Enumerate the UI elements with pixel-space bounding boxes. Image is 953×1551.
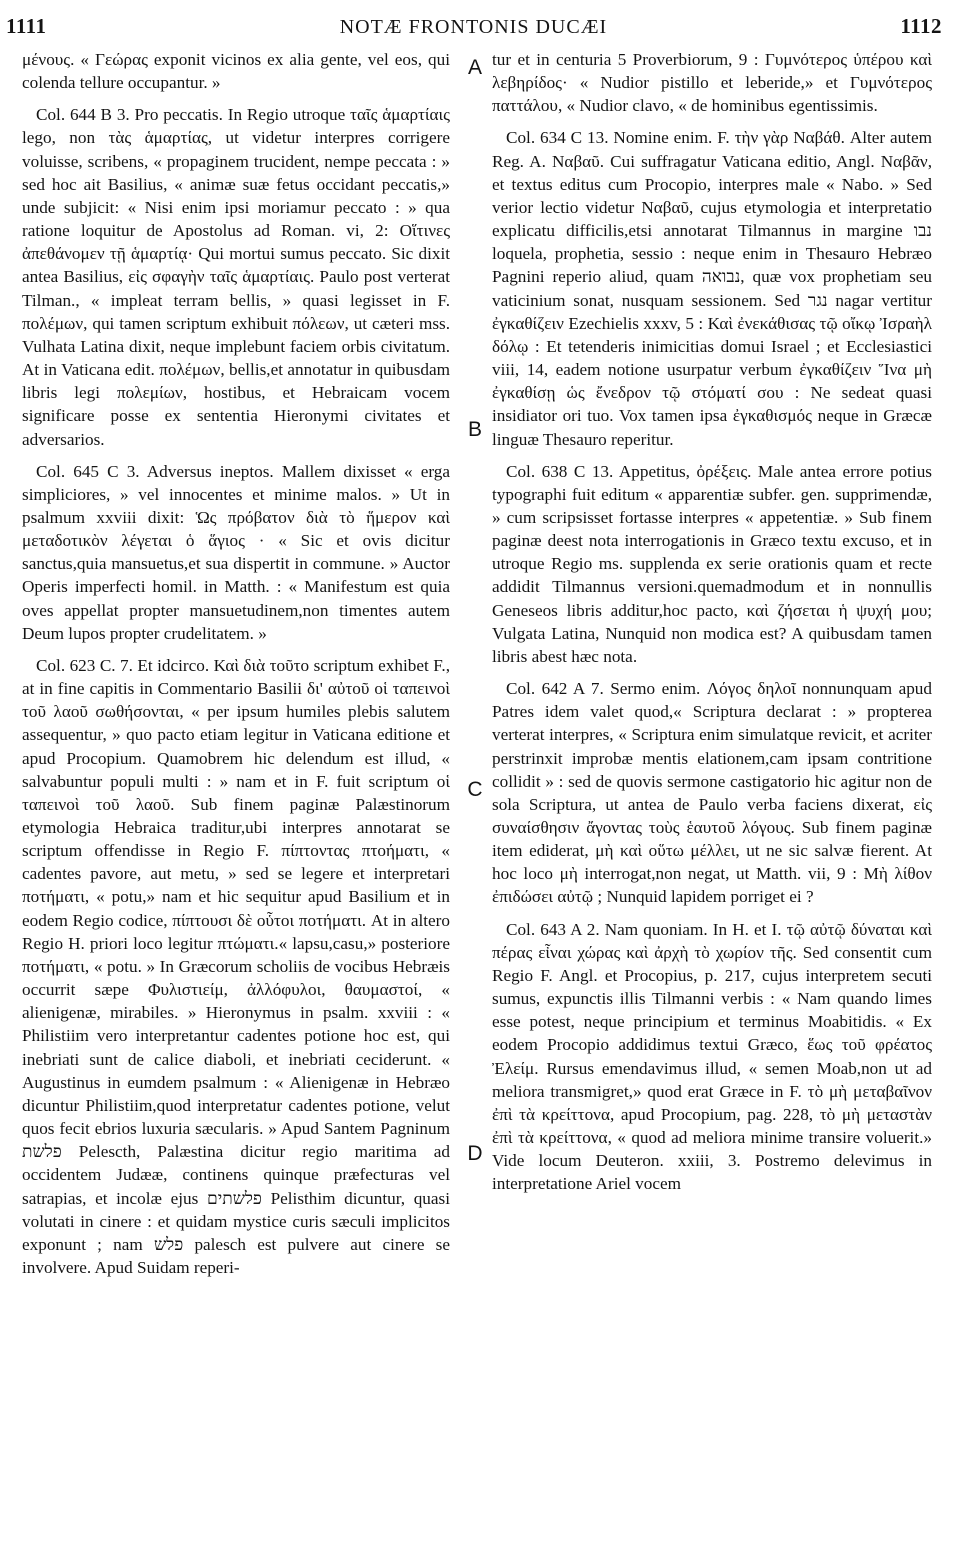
paragraph: Col. 645 C 3. Adversus ineptos. Mallem dixisset « erga simpliciores, » vel innocentes et minime malos. » Ut in psalmum xxviii dixit: Ὡς πρόβατον διὰ τὸ ἥμερον καὶ μεταδοτικὸν λέγεται ὁ ἅγιος · « Sic et ovis dicitur sanctus,quia mansuetus,et sua dispertit in commune. » Auctor Operis imperfecti homil. in Matth. : « Manifestum est quia oves appellat propter mansuetudinem,non timentes autem Deum lupos propter crudelitatem. »: [22, 461, 450, 643]
paragraph: Col. 623 C. 7. Et idcirco. Καὶ διὰ τοῦτο scriptum exhibet F., at in fine capitis in Commentario Basilii δι' αὐτοῦ οἱ ταπεινοὶ τοῦ λαοῦ σωθήσονται, « per ipsum humiles plebis salutem assequentur, » quo pacto etiam legitur in Vaticana editione et apud Procopium. Quamobrem hic delendum est illud, « salvabuntur populi multi : » nam et in F. fuit scriptum οἱ ταπεινοὶ τοῦ λαοῦ. Sub finem paginæ Palæstinorum etymologia Hebraica traditur,ubi interpres annotarat se scriptum offendisse in Regio F. πίπτοντας πτοήματι, « cadentes pavore, aut metu, » sed se legere et interpretari ποτήματι, « potu,» nam et hic sequitur apud Basilium et in eodem Regio codice, πίπτουσι δὲ οὗτοι ποτήματι. At in altero Regio H. priori loco legitur πτώματι.« lapsu,casu,» posteriore ποτήματι, « potu. » In Græcorum scholiis de vocibus Hebræis occurrit sæpe Φυλιστιείμ, ἀλλόφυλοι, θαυμαστοί, « alienigenæ, mirabiles. » Hieronymus in psalm. xxviii : « Philistiim vero interpretantur cadentes potione hoc est, qui inebriati sunt de calice diaboli, et inebriati ceciderunt. « Augustinus in eumdem psalmum : « Alienigenæ in Hebræo dicuntur Philistiim,quod interpretatur cadentes potione, velut quos fecit ebrios luxuria sæcularis. » Apud Santem Pagninum פלשת Pelescth, Palæstina dicitur regio maritima ad occidentem Judææ, continens quinque præfecturas vel satrapias, et incolæ ejus פלשתים Pelisthim dicuntur, quasi volutati in cinere : et quidam mystice curis sæculi implicitos exponunt ; nam פלש palesch est pulvere aut cinere se involvere. Apud Suidam reperi-: [22, 655, 450, 1277]
paragraph: Col. 643 A 2. Nam quoniam. In H. et I. τῷ αὐτῷ δύναται καὶ πέρας εἶναι χώρας καὶ ἀρχὴ τὸ χωρίον τῆς. Sed consentit cum Regio F. Angl. et Procopius, p. 217, cujus interpretem secuti sumus, expunctis illis Tilmanni verbis : « Nam quando limes esse potest, neque principium et terminus Moabitidis. « Ex eodem Procopio addidimus textui Græco, ἕως τοῦ φρέατος Ἐλείμ. Rursus emendavimus illud, « semen Moab,non ut ad meliora transmigret,» quod erat Græce in F. τὸ μὴ μεταβαῖνον ἐπὶ τὰ κρείττονα, apud Procopium, pag. 228, τὸ μὴ μεταστὰν ἐπὶ τὰ κρείττονα, « quod ad meliora minime transire voluerit.» Vide locum Deuteron. xxiii, 3. Postremo delevimus in interpretatione Ariel vocem: [492, 919, 932, 1194]
paragraph: μένους. « Γεώρας exponit vicinos ex alia gente, vel eos, qui colenda tellure occupantur. »: [22, 50, 450, 93]
margin-marker-d: D: [467, 1142, 483, 1165]
paragraph: Col. 634 C 13. Nomine enim. F. τὴν γὰρ Ναβάθ. Alter autem Reg. A. Ναβαῦ. Cui suffragatur Vaticana editio, Angl. Ναβᾶν, et textus editus cum Procopio, interpres male « Nabo. » Sed verior lectio videtur Ναβαῦ, cujus etymologia et interpretatio explicatu difficilis,etsi annotarat Tilmannus in margine נבו loquela, prophetia, sessio : neque enim in Thesauro Hebræo Pagnini reperio aliud, quam נבואה, quæ vox prophetiam seu vaticinium sonat, nusquam sessionem. Sed נגר nagar vertitur ἐγκαθίζειν Ezechielis xxxv, 5 : Καὶ ἐνεκάθισας τῷ οἴκῳ Ἰσραὴλ δόλῳ : Et tetenderis inimicitias domui Israel ; et Ecclesiastici viii, 14, eadem notione usurpatur verbum ἐγκαθίζειν Ἵνα μὴ ἐγκαθίσῃ ὡς ἔνεδρον τῷ στόματί σου : Ne sedeat quasi insidiator ori tuo. Vox tamen ipsa ἐγκαθισμός neque in Græcæ linguæ Thesauro reperitur.: [492, 128, 932, 449]
left-column: [22, 48, 450, 1279]
margin-marker-a: A: [467, 56, 482, 79]
page-number-left: 1111: [6, 14, 47, 38]
right-column: [492, 48, 932, 1196]
page-number-right: 1112: [900, 14, 942, 38]
running-title: NOTÆ FRONTONIS DUCÆI: [339, 16, 608, 38]
paragraph: Col. 644 B 3. Pro peccatis. In Regio utroque ταῖς ἁμαρτίαις lego, non τὰς ἁμαρτίας, ut videtur interpres corrigere voluisse, scribens, « propaginem trucident, nempe peccata : » sed hoc ait Basilius, « animæ suæ fetus occidant peccatis,» unde subjicit: « Nisi enim ipsi moriamur peccato : » qua ratione loquitur de Apostolus ad Roman. vi, 2: Οἵτινες ἀπεθάνομεν τῇ ἁμαρτίᾳ· Qui mortui sumus peccato. Sic dixit antea Basilius, εἰς σφαγὴν ταῖς ἁμαρτίαις. Paulo post verterat Tilman., « impleat terram bellis, » quasi legisset in F. πολέμων, qui tamen scriptum exhibuit πόλεων, ut cæteri mss. Vulhata Latina dixit, neque implebunt faciem orbis civitatum. At in Vaticana edit. πολέμων, bellis,et annotatur in quibusdam libris legi πολεμίων, hostibus, et Hebraicam vocem significare posse ex sententia Hieronymi civitates et adversarios.: [22, 105, 450, 449]
paragraph: tur et in centuria 5 Proverbiorum, 9 : Γυμνότερος ὑπέρου καὶ λεβηρίδος· « Nudior pistillo et leberide,» et Γυμνότερος παττάλου, « Nudior clavo, « de hominibus egentissimis.: [492, 50, 932, 116]
margin-marker-c: C: [467, 778, 483, 801]
paragraph: Col. 642 A 7. Sermo enim. Λόγος δηλοῖ nonnunquam apud Patres idem valet quod,« Scriptura declarat : » propterea verterat interpres, « Scriptura enim simulatque revicit, et acriter perstrinxit improbæ mentis elationem,cam ipsam contritione collidit » : sed de quovis sermone castigatorio hic agitur non de sola Scriptura, ut antea de Paulo verba faciens dixerat, εἰς συναίσθησιν ἄγοντας τοὺς ἑαυτοῦ λόγους. Sub finem paginæ item ediderat, μὴ καὶ οὕτω μέλλει, ut ne sic salvæ fierent. At hoc loco μὴ interrogat,non negat, ut Matth. vii, 9 : Μὴ λίθον ἐπιδώσει αὐτῷ ; Nunquid lapidem porriget ei ?: [492, 679, 932, 907]
running-header: [6, 14, 942, 44]
paragraph: Col. 638 C 13. Appetitus, ὀρέξεις. Male antea errore potius typographi fuit editum « apparentiæ subfer. gen. supprimendæ, » cum scripsisset fortasse interpres « appetentiæ. » Sub finem paginæ deest nota interrogationis in Græco textu excuso, et in utroque Regio ms. supplenda ex serie orationis quam et recte addidit Tilmannus versioni.quemadmodum et in nonnullis Geneseos libris additur,hoc pacto, καὶ ζήσεται ἡ ψυχή μου; Vulgata Latina, Nunquid non modica est? A quibusdam tamen libris abest hæc nota.: [492, 461, 932, 666]
margin-marker-b: B: [467, 418, 482, 441]
